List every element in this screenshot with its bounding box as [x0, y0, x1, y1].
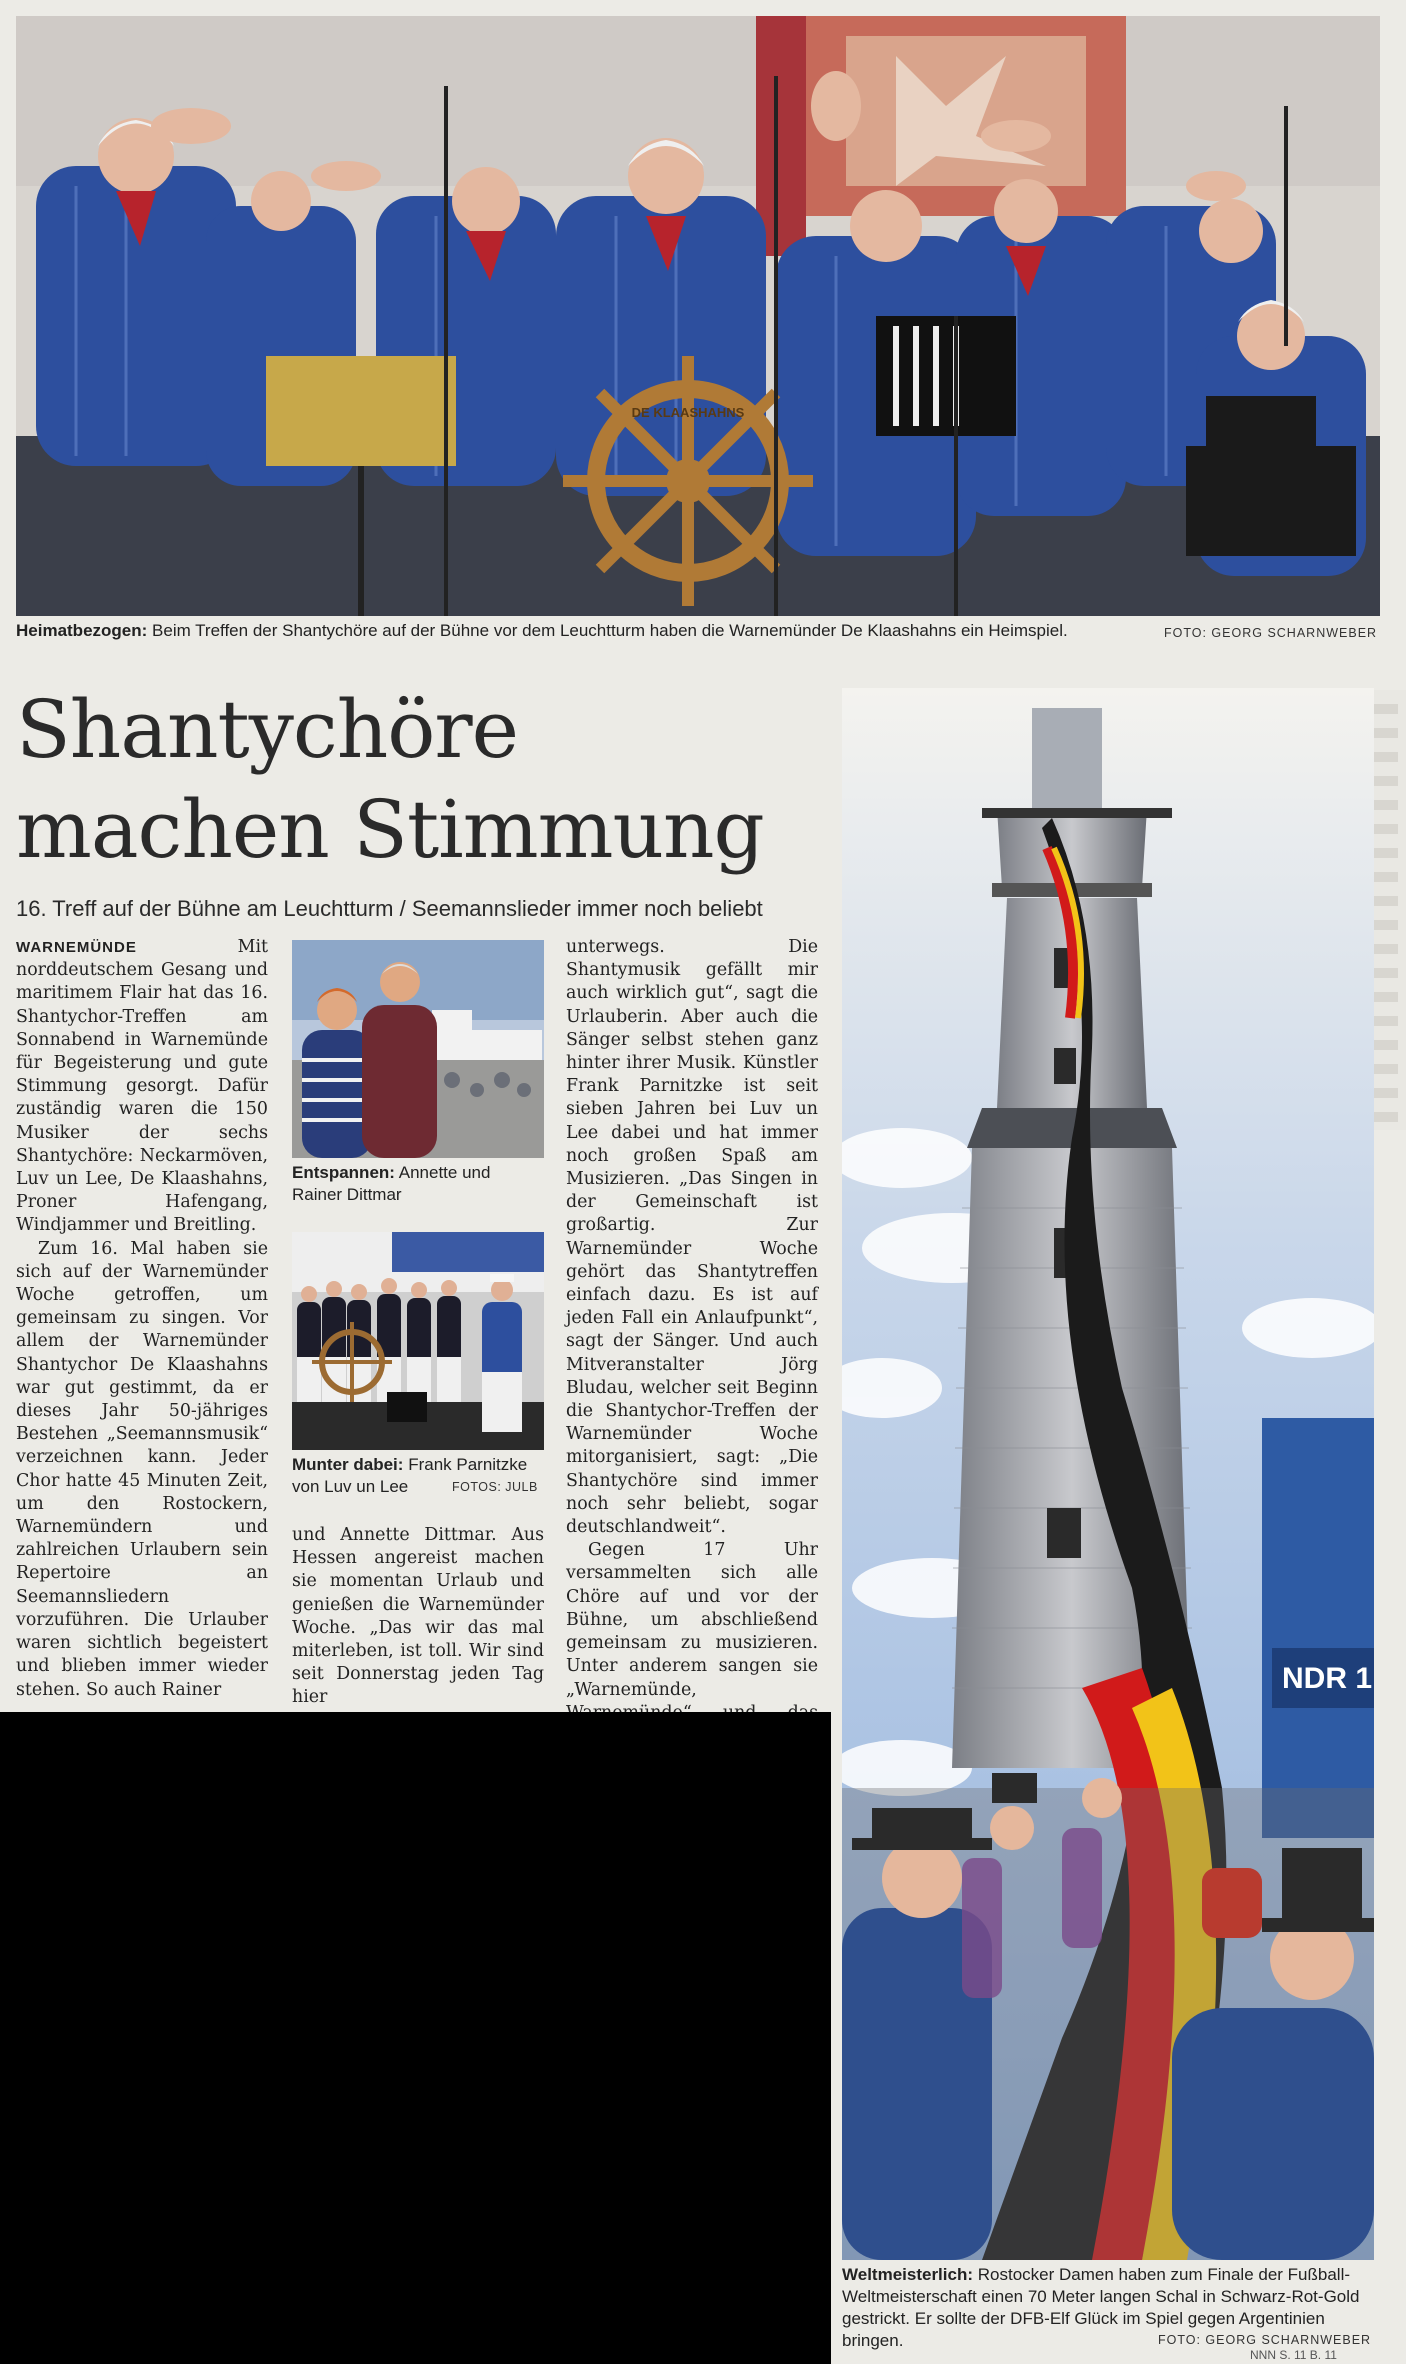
caption-lead: Entspannen: [292, 1163, 395, 1182]
lighthouse-scarf-photo [842, 688, 1374, 2260]
shanty-choir-photo [16, 16, 1380, 616]
redacted-area [0, 1712, 831, 2364]
top-photo-credit: FOTO: GEORG SCHARNWEBER [1164, 626, 1378, 640]
inset-photo-dittmar-caption [292, 1162, 544, 1206]
headline-line-2: machen Stimmung [16, 783, 764, 876]
dittmar-couple-illustration [292, 940, 544, 1158]
lighthouse-illustration [842, 688, 1374, 2260]
caption-lead: Heimatbezogen: [16, 621, 148, 640]
article-column-3 [566, 936, 818, 1771]
caption-text: Frank Parnitzke von Luv un Lee [292, 1455, 528, 1496]
caption-text: Annette und Rainer Dittmar [292, 1163, 491, 1204]
paragraph-text: Gegen 17 Uhr versammelten sich alle Chöre auf und vor der Bühne, um abschließend gemeinsam zu musizieren. Unter anderem sangen sie „Warnemünde, [566, 1540, 818, 1700]
shanty-choir-illustration [16, 16, 1380, 616]
caption-lead: Weltmeisterlich: [842, 2265, 974, 2284]
paragraph: unterwegs. Die Shantymusik gefällt mir auch wirklich gut“, sagt die Urlauberin. Aber auch die Sänger selbst stehen ganz hinter ihrer Musik. Künstler Frank Parnitzke ist seit sieben Jahren bei Luv un Lee dabei und hat immer noch großen Spaß am Musizieren. „Das Singen in der Gemeinschaft ist großartig. Zur Warnemünder Woche gehört das Shantytreffen einfach dazu. Es ist auf jeden Fall ein Anlaufpunkt“, sagt der Sänger. Und auch Mitveranstalter Jörg Bludau, welcher seit Beginn die Shantychor-Treffen der Warnemünder Woche mitorganisiert, sagt: „Die Shantychöre sind immer noch sehr beliebt, sogar deutschlandweit“. [566, 937, 818, 1538]
wheel-lettering: DE KLAASHAHNS [631, 405, 745, 420]
paragraph: Zum 16. Mal haben sie sich auf der Warnemünder Woche getroffen, um gemeinsam zu singen. Vor allem der Warnemünder Shantychor De Klaashahns war gut gestimmt, da er dieses Jahr 50-jähriges Bestehen „Seemannsmusik“ verzeichnen kann. Jeder Chor hatte 45 Minuten Zeit, um den Rostockern, Warnemündern und zahlreichen Urlaubern sein Repertoire an Seemannsliedern vorzuführen. Die Urlauber waren sichtlich begeistert und blieben immer wieder stehen. So auch Rainer [16, 1238, 268, 1700]
luv-un-lee-choir-illustration [292, 1232, 544, 1450]
headline-line-1: Shantychöre [16, 683, 518, 776]
inset-photo-dittmar [292, 940, 544, 1158]
subheadline: 16. Treff auf der Bühne am Leuchtturm / Seemannslieder immer noch beliebt [16, 896, 763, 921]
paragraph-text: Mit norddeutschem Gesang und maritimem Flair hat das 16. Shantychor-Treffen am Sonnabend in Warnemünde für Begeisterung und gute Stimmung gesorgt. Dafür zuständig waren die 150 Musiker der sechs Shantychöre: Neckarmöven, Luv un Lee, De Klaashahns, Proner Hafengang, Windjammer und Breitling. [16, 937, 268, 1236]
caption-text: Rostocker Damen haben zum Finale der Fußball-Weltmeisterschaft einen 70 Meter langen Schal in Schwarz-Rot-Gold gestrickt. Er sollte der DFB-Elf Glück im Spiel gegen Argentinien bringen. [842, 2265, 1360, 2350]
article-column-1 [16, 936, 268, 1702]
page-reference: NNN S. 11 B. 11 [1250, 2348, 1337, 2362]
inset-photo-parnitzke [292, 1232, 544, 1450]
ndr-banner-text: NDR 1 [1282, 1662, 1373, 1695]
paragraph [16, 936, 268, 1238]
caption-text: Beim Treffen der Shantychöre auf der Bühne vor dem Leuchtturm haben die Warnemünder De Klaashahns ein Heimspiel. [152, 621, 1068, 640]
inset-photo-credit: FOTOS: JULB [452, 1480, 538, 1494]
article-column-2 [292, 1524, 544, 1710]
tower-photo-credit: FOTO: GEORG SCHARNWEBER [1158, 2333, 1372, 2347]
top-photo-caption [16, 620, 1136, 642]
headline [16, 680, 836, 880]
caption-lead: Munter dabei: [292, 1455, 404, 1474]
paragraph: und Annette Dittmar. Aus Hessen angereist machen sie momentan Urlaub und genießen die Warnemünder Woche. „Das wir das mal miterleben, ist toll. Wir sind seit Donnerstag jeden Tag hier [292, 1525, 544, 1708]
dateline: WARNEMÜNDE [16, 939, 137, 956]
